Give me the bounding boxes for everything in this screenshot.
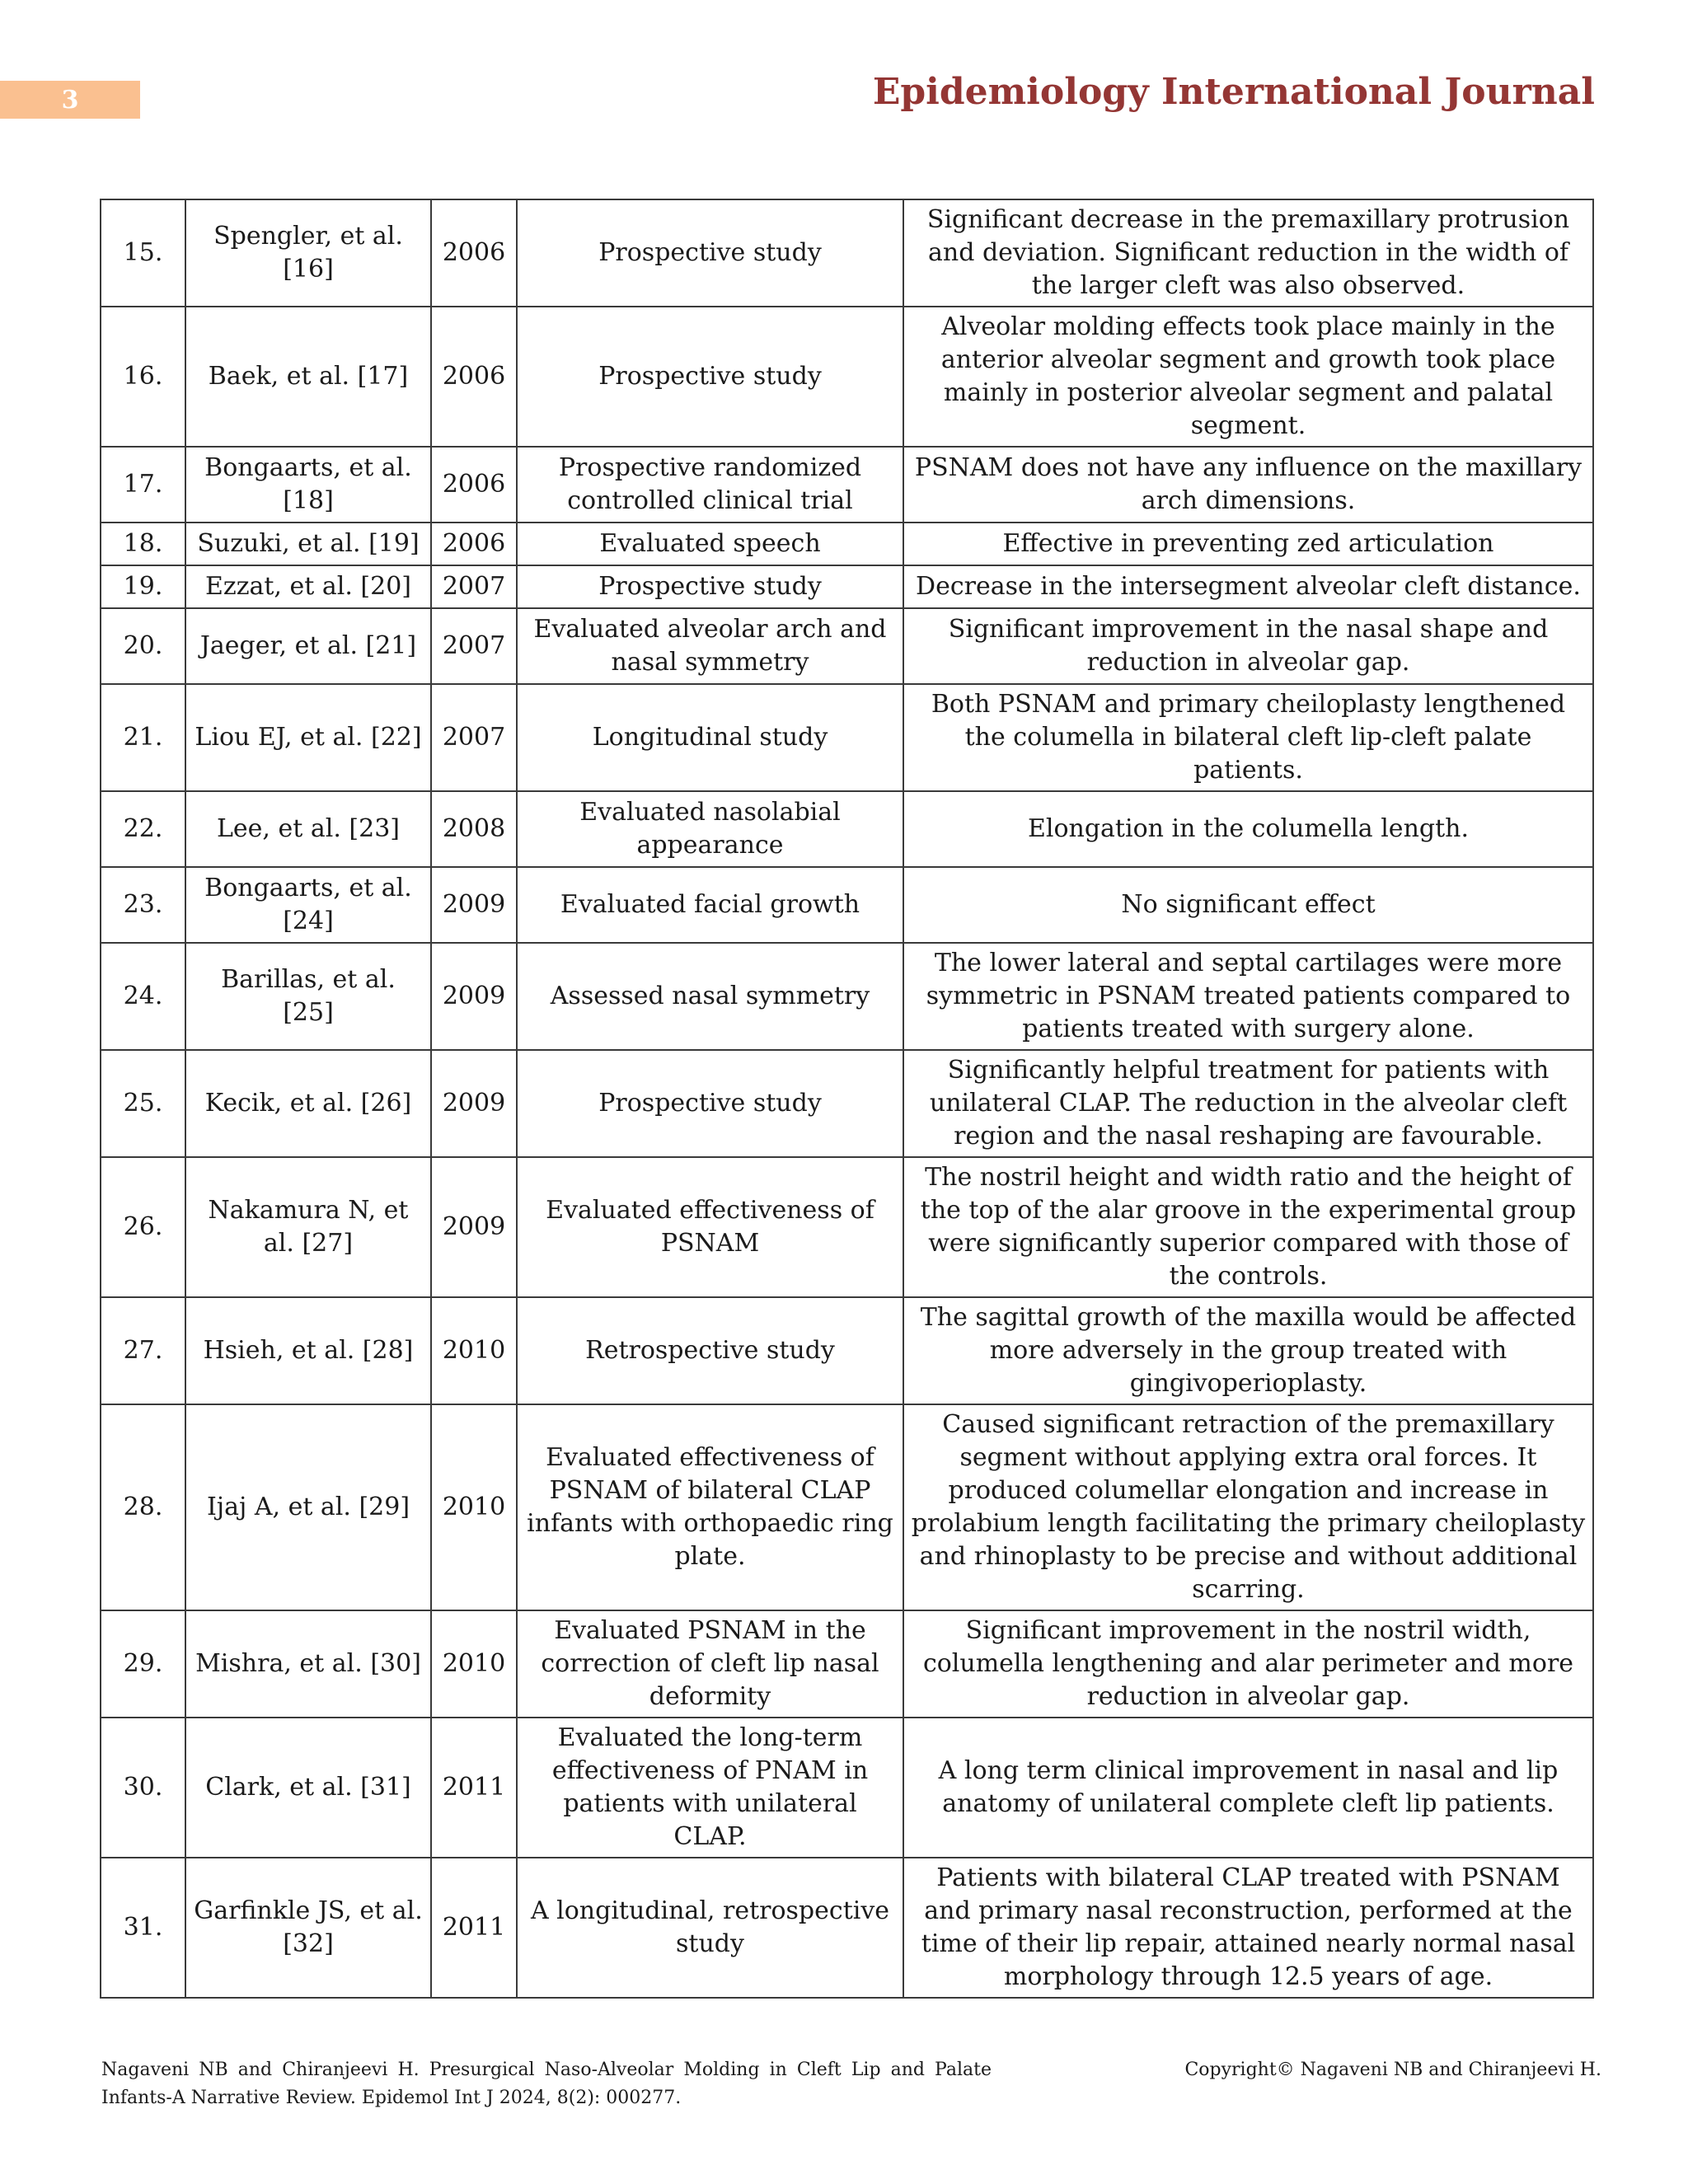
cell-study-design: Prospective study	[517, 199, 903, 307]
cell-outcome: Patients with bilateral CLAP treated with PSNAM and primary nasal reconstruction, performed at the time of their lip repair, attained nearly normal nasal morphology through 12.5 years of age.	[903, 1858, 1593, 1998]
cell-study-design: Evaluated effectiveness of PSNAM	[517, 1157, 903, 1297]
cell-author: Barillas, et al. [25]	[185, 943, 431, 1050]
cell-year: 2006	[431, 447, 517, 523]
cell-outcome: PSNAM does not have any influence on the maxillary arch dimensions.	[903, 447, 1593, 523]
table-row	[101, 565, 1593, 608]
table-row	[101, 791, 1593, 867]
cell-year: 2007	[431, 565, 517, 608]
cell-outcome: Elongation in the columella length.	[903, 791, 1593, 867]
cell-author: Ezzat, et al. [20]	[185, 565, 431, 608]
cell-author: Jaeger, et al. [21]	[185, 608, 431, 684]
cell-outcome: Decrease in the intersegment alveolar cleft distance.	[903, 565, 1593, 608]
table-row	[101, 684, 1593, 791]
cell-study-design: Prospective study	[517, 307, 903, 447]
cell-number: 26.	[101, 1157, 185, 1297]
table-row	[101, 1718, 1593, 1858]
table-row	[101, 447, 1593, 523]
cell-outcome: The lower lateral and septal cartilages were more symmetric in PSNAM treated patients compared to patients treated with surgery alone.	[903, 943, 1593, 1050]
cell-year: 2011	[431, 1718, 517, 1858]
cell-study-design: Longitudinal study	[517, 684, 903, 791]
cell-year: 2006	[431, 523, 517, 565]
cell-study-design: Evaluated effectiveness of PSNAM of bilateral CLAP infants with orthopaedic ring plate.	[517, 1404, 903, 1610]
cell-outcome: The nostril height and width ratio and the height of the top of the alar groove in the experimental group were significantly superior compared with those of the controls.	[903, 1157, 1593, 1297]
cell-outcome: No significant effect	[903, 867, 1593, 943]
cell-author: Ijaj A, et al. [29]	[185, 1404, 431, 1610]
cell-outcome: The sagittal growth of the maxilla would be affected more adversely in the group treated with gingivoperioplasty.	[903, 1297, 1593, 1404]
cell-author: Nakamura N, et al. [27]	[185, 1157, 431, 1297]
cell-outcome: A long term clinical improvement in nasal and lip anatomy of unilateral complete cleft lip patients.	[903, 1718, 1593, 1858]
table-row	[101, 1610, 1593, 1718]
cell-year: 2007	[431, 684, 517, 791]
table-row	[101, 943, 1593, 1050]
cell-author: Spengler, et al. [16]	[185, 199, 431, 307]
table-row	[101, 1858, 1593, 1998]
cell-author: Garfinkle JS, et al. [32]	[185, 1858, 431, 1998]
cell-study-design: A longitudinal, retrospective study	[517, 1858, 903, 1998]
cell-author: Mishra, et al. [30]	[185, 1610, 431, 1718]
cell-number: 28.	[101, 1404, 185, 1610]
cell-number: 15.	[101, 199, 185, 307]
cell-year: 2007	[431, 608, 517, 684]
cell-number: 19.	[101, 565, 185, 608]
cell-author: Bongaarts, et al. [18]	[185, 447, 431, 523]
cell-year: 2006	[431, 199, 517, 307]
studies-table	[100, 199, 1594, 1999]
cell-year: 2008	[431, 791, 517, 867]
cell-number: 18.	[101, 523, 185, 565]
cell-number: 29.	[101, 1610, 185, 1718]
cell-number: 24.	[101, 943, 185, 1050]
cell-study-design: Evaluated facial growth	[517, 867, 903, 943]
cell-outcome: Significantly helpful treatment for patients with unilateral CLAP. The reduction in the alveolar cleft region and the nasal reshaping are favourable.	[903, 1050, 1593, 1157]
cell-year: 2010	[431, 1297, 517, 1404]
cell-outcome: Significant improvement in the nostril width, columella lengthening and alar perimeter and more reduction in alveolar gap.	[903, 1610, 1593, 1718]
table-row	[101, 523, 1593, 565]
cell-year: 2010	[431, 1610, 517, 1718]
cell-author: Baek, et al. [17]	[185, 307, 431, 447]
cell-number: 20.	[101, 608, 185, 684]
table-row	[101, 1157, 1593, 1297]
cell-number: 25.	[101, 1050, 185, 1157]
cell-number: 21.	[101, 684, 185, 791]
cell-study-design: Evaluated the long-term effectiveness of PNAM in patients with unilateral CLAP.	[517, 1718, 903, 1858]
table-row	[101, 1297, 1593, 1404]
cell-year: 2009	[431, 867, 517, 943]
studies-table-body	[101, 199, 1593, 1998]
journal-title: Epidemiology International Journal	[872, 71, 1595, 113]
page-number: 3	[61, 85, 79, 115]
cell-year: 2009	[431, 1157, 517, 1297]
cell-study-design: Assessed nasal symmetry	[517, 943, 903, 1050]
cell-study-design: Prospective study	[517, 1050, 903, 1157]
cell-author: Hsieh, et al. [28]	[185, 1297, 431, 1404]
cell-number: 27.	[101, 1297, 185, 1404]
cell-author: Clark, et al. [31]	[185, 1718, 431, 1858]
cell-study-design: Evaluated speech	[517, 523, 903, 565]
cell-year: 2009	[431, 943, 517, 1050]
page-number-badge	[0, 81, 140, 119]
cell-study-design: Retrospective study	[517, 1297, 903, 1404]
cell-study-design: Evaluated nasolabial appearance	[517, 791, 903, 867]
cell-study-design: Prospective randomized controlled clinical trial	[517, 447, 903, 523]
cell-year: 2006	[431, 307, 517, 447]
cell-number: 23.	[101, 867, 185, 943]
table-row	[101, 1404, 1593, 1610]
cell-year: 2010	[431, 1404, 517, 1610]
cell-author: Liou EJ, et al. [22]	[185, 684, 431, 791]
cell-number: 16.	[101, 307, 185, 447]
cell-author: Bongaarts, et al. [24]	[185, 867, 431, 943]
footer-copyright: Copyright© Nagaveni NB and Chiranjeevi H.	[1184, 2060, 1601, 2080]
cell-study-design: Evaluated PSNAM in the correction of cleft lip nasal deformity	[517, 1610, 903, 1718]
cell-number: 31.	[101, 1858, 185, 1998]
cell-author: Suzuki, et al. [19]	[185, 523, 431, 565]
footer-citation: Nagaveni NB and Chiranjeevi H. Presurgical Naso-Alveolar Molding in Cleft Lip and Palate Infants-A Narrative Review. Epidemol Int J 2024, 8(2): 000277.	[101, 2060, 992, 2108]
cell-outcome: Significant decrease in the premaxillary protrusion and deviation. Significant reduction in the width of the larger cleft was also observed.	[903, 199, 1593, 307]
table-row	[101, 867, 1593, 943]
table-row	[101, 608, 1593, 684]
cell-number: 30.	[101, 1718, 185, 1858]
cell-outcome: Significant improvement in the nasal shape and reduction in alveolar gap.	[903, 608, 1593, 684]
cell-year: 2009	[431, 1050, 517, 1157]
cell-study-design: Evaluated alveolar arch and nasal symmetry	[517, 608, 903, 684]
cell-number: 22.	[101, 791, 185, 867]
table-row	[101, 199, 1593, 307]
cell-outcome: Alveolar molding effects took place mainly in the anterior alveolar segment and growth took place mainly in posterior alveolar segment and palatal segment.	[903, 307, 1593, 447]
table-row	[101, 1050, 1593, 1157]
cell-author: Kecik, et al. [26]	[185, 1050, 431, 1157]
cell-outcome: Both PSNAM and primary cheiloplasty lengthened the columella in bilateral cleft lip-cleft palate patients.	[903, 684, 1593, 791]
cell-year: 2011	[431, 1858, 517, 1998]
cell-author: Lee, et al. [23]	[185, 791, 431, 867]
cell-outcome: Effective in preventing zed articulation	[903, 523, 1593, 565]
cell-number: 17.	[101, 447, 185, 523]
cell-study-design: Prospective study	[517, 565, 903, 608]
cell-outcome: Caused significant retraction of the premaxillary segment without applying extra oral forces. It produced columellar elongation and increase in prolabium length facilitating the primary cheiloplasty and rhinoplasty to be precise and without additional scarring.	[903, 1404, 1593, 1610]
table-row	[101, 307, 1593, 447]
